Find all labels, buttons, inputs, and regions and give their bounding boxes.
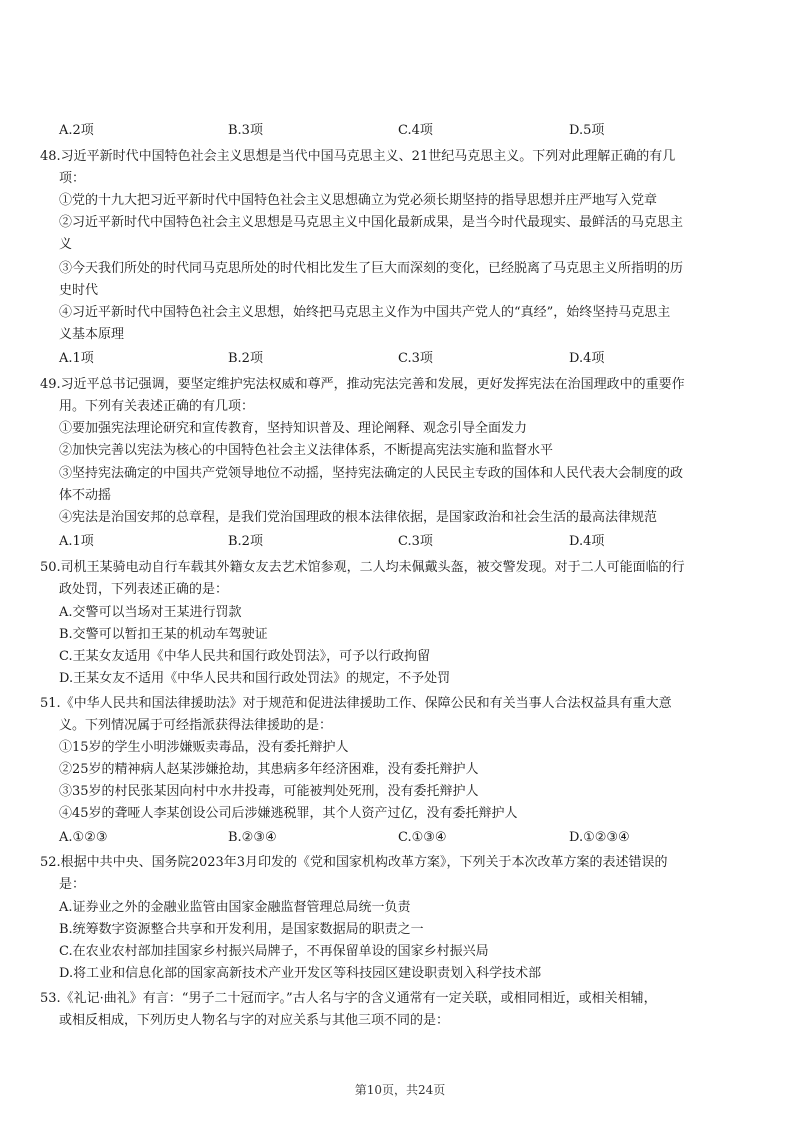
page-number-footer: 第10页，共24页 [354,1083,446,1097]
q48-item-2: ②习近平新时代中国特色社会主义思想是马克思主义中国化最新成果，是当今时代最现实、最鲜活的马克思主 [59,215,684,230]
q51-option-d: D.①②③④ [569,830,630,845]
q48-item-3-cont: 史时代 [59,283,99,298]
q48-item-4-cont: 义基本原理 [59,327,125,342]
q50-choice-b: B.交警可以暂扣王某的机动车驾驶证 [59,627,268,642]
q52-choice-a: A.证券业之外的金融业监管由国家金融监督管理总局统一负责 [59,900,411,915]
q49-options [59,532,759,552]
q50-choice-c: C.王某女友适用《中华人民共和国行政处罚法》，可予以行政拘留 [59,649,431,664]
q49-item-2: ②加快完善以宪法为核心的中国特色社会主义法律体系，不断提高宪法实施和监督水平 [59,443,554,458]
q49-stem-line-1: 49.习近平总书记强调，要坚定维护宪法权威和尊严，推动宪法完善和发展，更好发挥宪法在治国理政中的重要作 [40,377,685,392]
q51-option-a: A.①②③ [59,830,108,845]
q51-item-2: ②25岁的精神病人赵某涉嫌抢劫，其患病多年经济困难，没有委托辩护人 [59,762,479,777]
q50-stem-line-1: 50.司机王某骑电动自行车载其外籍女友去艺术馆参观，二人均未佩戴头盔，被交警发现。对于二人可能面临的行 [40,560,685,575]
q49-item-1: ①要加强宪法理论研究和宣传教育，坚持知识普及、理论阐释、观念引导全面发力 [59,421,528,436]
q47-options [59,121,759,141]
q49-item-3: ③坚持宪法确定的中国共产党领导地位不动摇，坚持宪法确定的人民民主专政的国体和人民代表大会制度的政 [59,466,684,481]
q51-item-3: ③35岁的村民张某因向村中水井投毒，可能被判处死刑，没有委托辩护人 [59,784,479,799]
q48-item-2-cont: 义 [59,237,73,252]
q47-option-a: A.2项 [59,123,94,138]
q50-choice-a: A.交警可以当场对王某进行罚款 [59,605,242,620]
q51-option-b: B.②③④ [228,830,277,845]
q49-option-c: C.3项 [398,534,433,549]
q48-item-1: ①党的十九大把习近平新时代中国特色社会主义思想确立为党必须长期坚持的指导思想并庄严地写入党章 [59,193,658,208]
q53-stem-line-1: 53.《礼记·曲礼》有言：“男子二十冠而字。”古人名与字的含义通常有一定关联，或相同相近，或相关相辅， [40,991,657,1006]
q47-option-c: C.4项 [398,123,433,138]
q52-stem-line-2: 是： [59,877,86,892]
q49-option-b: B.2项 [228,534,263,549]
q51-options [59,828,759,848]
q48-stem-line-2: 项： [59,171,86,186]
q47-option-d: D.5项 [569,123,605,138]
q48-option-a: A.1项 [59,351,94,366]
q52-choice-c: C.在农业农村部加挂国家乡村振兴局牌子，不再保留单设的国家乡村振兴局 [59,944,489,959]
q52-choice-b: B.统筹数字资源整合共享和开发利用，是国家数据局的职责之一 [59,922,424,937]
q48-option-b: B.2项 [228,351,263,366]
q49-option-a: A.1项 [59,534,94,549]
q49-item-3-cont: 体不动摇 [59,488,112,503]
q49-stem-line-2: 用。下列有关表述正确的有几项： [59,399,255,414]
q48-option-d: D.4项 [569,351,605,366]
q47-option-b: B.3项 [228,123,263,138]
q48-options [59,349,759,369]
q51-item-1: ①15岁的学生小明涉嫌贩卖毒品，没有委托辩护人 [59,740,349,755]
q50-stem-line-2: 政处罚，下列表述正确的是： [59,582,229,597]
q52-stem-line-1: 52.根据中共中央、国务院2023年3月印发的《党和国家机构改革方案》，下列关于本次改革方案的表述错误的 [40,855,668,870]
q49-item-4: ④宪法是治国安邦的总章程，是我们党治国理政的根本法律依据，是国家政治和社会生活的最高法律规范 [59,510,658,525]
q50-choice-d: D.王某女友不适用《中华人民共和国行政处罚法》的规定，不予处罚 [59,671,451,686]
q53-stem-line-2: 或相反相成，下列历史人物名与字的对应关系与其他三项不同的是： [59,1013,450,1028]
q51-option-c: C.①③④ [398,830,447,845]
q51-stem-line-2: 义。下列情况属于可经指派获得法律援助的是： [59,718,333,733]
q51-stem-line-1: 51.《中华人民共和国法律援助法》对于规范和促进法律援助工作、保障公民和有关当事人合法权益具有重大意 [40,696,672,711]
q48-stem-line-1: 48.习近平新时代中国特色社会主义思想是当代中国马克思主义、21世纪马克思主义。下列对此理解正确的有几 [40,149,676,164]
q52-choice-d: D.将工业和信息化部的国家高新技术产业开发区等科技园区建设职责划入科学技术部 [59,966,542,981]
q48-item-4: ④习近平新时代中国特色社会主义思想，始终把马克思主义作为中国共产党人的“真经”，始终坚持马克思主 [59,305,671,320]
q48-item-3: ③今天我们所处的时代同马克思所处的时代相比发生了巨大而深刻的变化，已经脱离了马克思主义所指明的历 [59,261,684,276]
q49-option-d: D.4项 [569,534,605,549]
q48-option-c: C.3项 [398,351,433,366]
q51-item-4: ④45岁的聋哑人李某创设公司后涉嫌逃税罪，其个人资产过亿，没有委托辩护人 [59,806,518,821]
